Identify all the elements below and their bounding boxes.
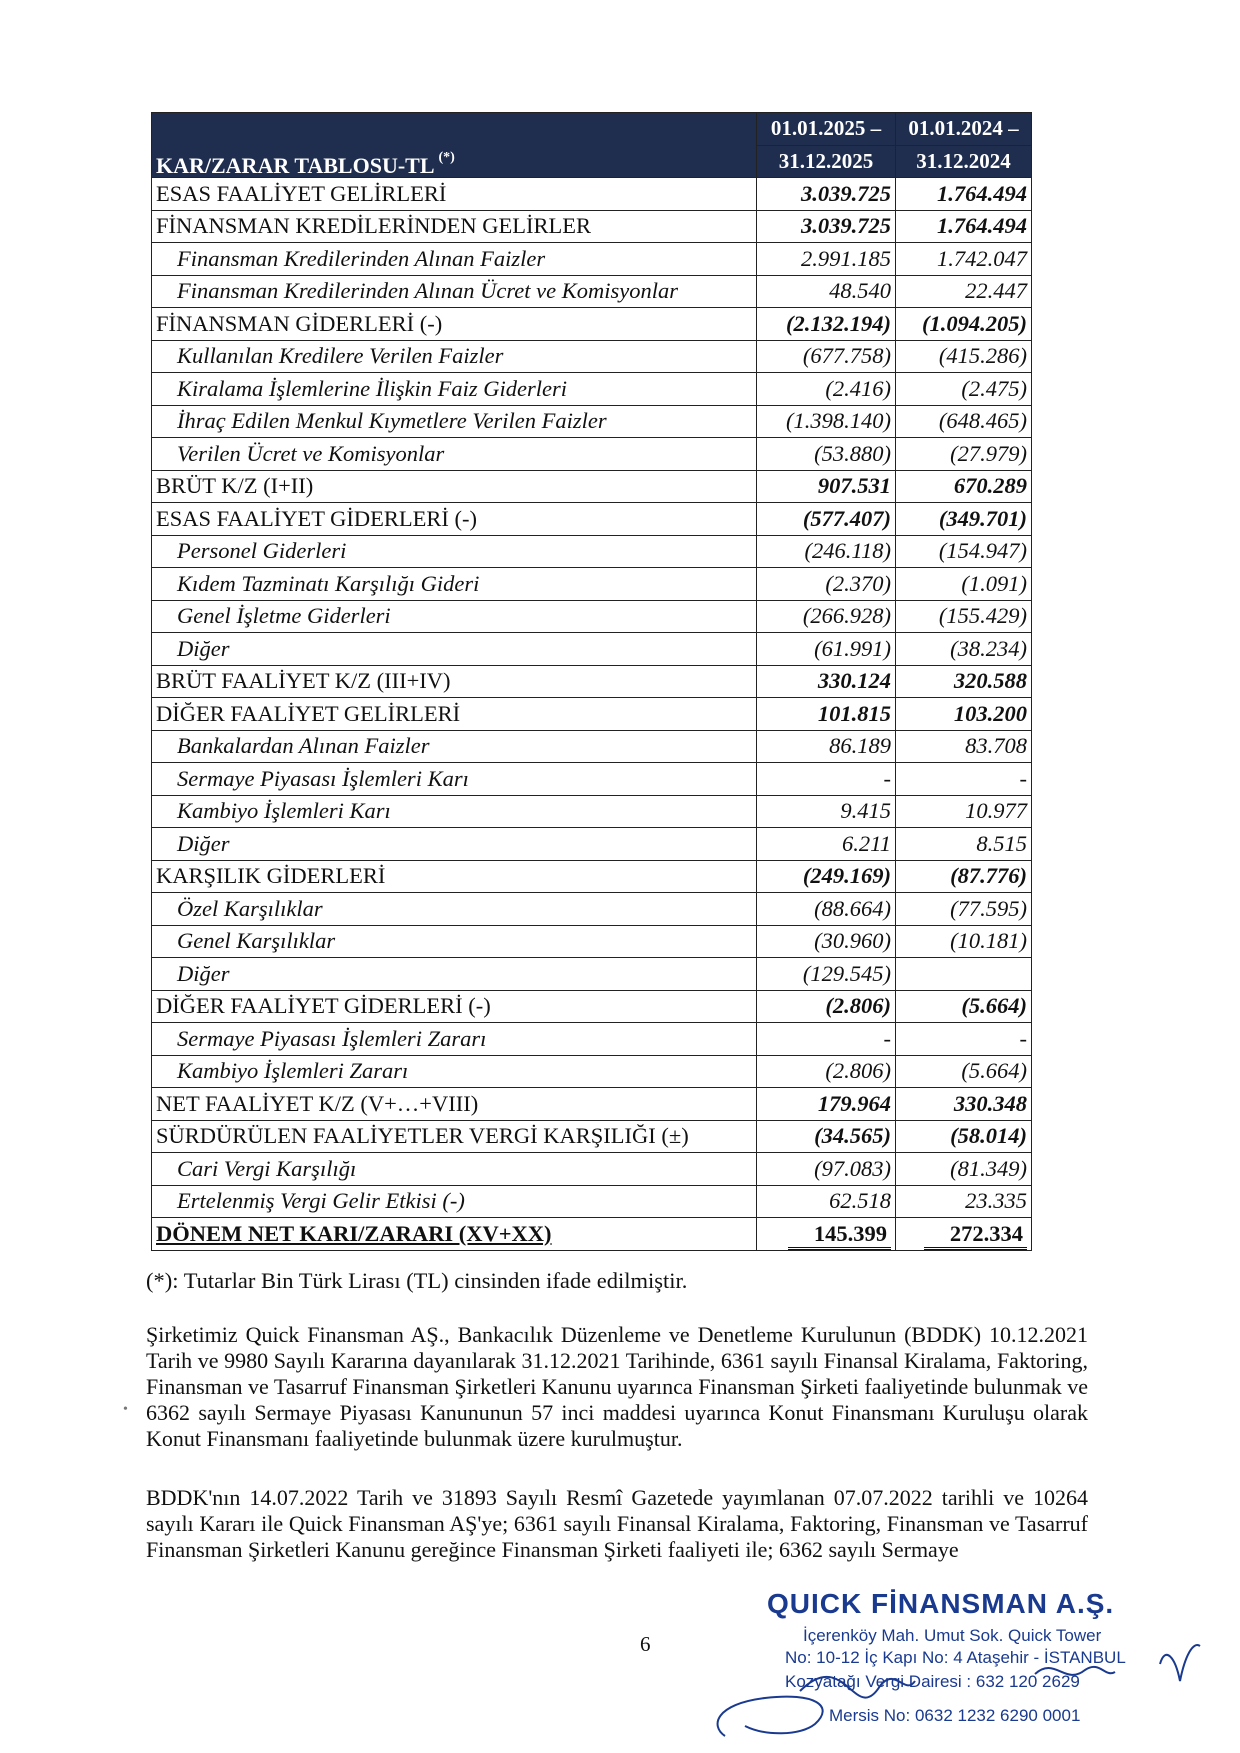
stamp-mersis-number: Mersis No: 0632 1232 6290 0001: [829, 1706, 1081, 1725]
value-2024: 10.977: [896, 795, 1032, 828]
table-row: [152, 178, 1032, 211]
table-row: [152, 925, 1032, 958]
value-2025: 907.531: [757, 470, 896, 503]
value-2025: (266.928): [757, 600, 896, 633]
value-2025: (1.398.140): [757, 405, 896, 438]
value-2024: (1.091): [896, 568, 1032, 601]
value-2024: 670.289: [896, 470, 1032, 503]
paragraph-establishment: Şirketimiz Quick Finansman AŞ., Bankacılık Düzenleme ve Denetleme Kurulunun (BDDK) 10.12.2021 Tarih ve 9980 Sayılı Kararına dayanılarak 31.12.2021 Tarihinde, 6361 sayılı Finansal Kiralama, Faktoring, Finansman ve Tasarruf Finansman Şirketleri Kanunu uyarınca Finansman Şirketi faaliyetinde bulunmak ve 6362 sayılı Sermaye Piyasası Kanununun 57 inci maddesi uyarınca Konut Finansmanı Kuruluşu olarak Konut Finansmanı faaliyetinde bulunmak üzere kurulmuştur.: [146, 1322, 1088, 1451]
row-label: Özel Karşılıklar: [152, 893, 757, 926]
value-2025: (2.416): [757, 373, 896, 406]
value-2025: 330.124: [757, 665, 896, 698]
value-2025: (30.960): [757, 925, 896, 958]
value-2025: -: [757, 1023, 896, 1056]
value-2025: 9.415: [757, 795, 896, 828]
value-2024: 83.708: [896, 730, 1032, 763]
row-label: Sermaye Piyasası İşlemleri Karı: [152, 763, 757, 796]
value-2024: 1.742.047: [896, 243, 1032, 276]
scan-speck: •: [123, 1402, 128, 1417]
value-2025: 48.540: [757, 275, 896, 308]
value-2025: (129.545): [757, 958, 896, 991]
row-label: BRÜT FAALİYET K/Z (III+IV): [152, 665, 757, 698]
table-row: [152, 893, 1032, 926]
table-row: [152, 210, 1032, 243]
table-row: [152, 633, 1032, 666]
value-2024: (10.181): [896, 925, 1032, 958]
paragraph-bddk-decision: BDDK'nın 14.07.2022 Tarih ve 31893 Sayılı Resmî Gazetede yayımlanan 07.07.2022 tarihli ve 10264 sayılı Kararı ile Quick Finansman AŞ'ye; 6361 sayılı Finansal Kiralama, Faktoring, Finansman ve Tasarruf Finansman Şirketleri Kanunu gereğince Finansman Şirketi faaliyeti ile; 6362 sayılı Sermaye: [146, 1485, 1088, 1562]
stamp-company-name: QUICK FİNANSMAN A.Ş.: [767, 1588, 1115, 1619]
table-row: [152, 763, 1032, 796]
value-2025: [757, 1218, 896, 1251]
table-title: KAR/ZARAR TABLOSU-TL (*): [152, 113, 757, 178]
row-label: Sermaye Piyasası İşlemleri Zararı: [152, 1023, 757, 1056]
table-row: [152, 1153, 1032, 1186]
table-row: [152, 795, 1032, 828]
row-label: Genel İşletme Giderleri: [152, 600, 757, 633]
value-2024: 22.447: [896, 275, 1032, 308]
table-row: [152, 730, 1032, 763]
value-2024: 23.335: [896, 1185, 1032, 1218]
table-row: [152, 275, 1032, 308]
table-row: [152, 1218, 1032, 1251]
table-row: [152, 470, 1032, 503]
value-2024: (154.947): [896, 535, 1032, 568]
value-2024: -: [896, 763, 1032, 796]
row-label: NET FAALİYET K/Z (V+…+VIII): [152, 1088, 757, 1121]
value-2025: (61.991): [757, 633, 896, 666]
table-row: [152, 665, 1032, 698]
row-label: BRÜT K/Z (I+II): [152, 470, 757, 503]
row-label: Finansman Kredilerinden Alınan Faizler: [152, 243, 757, 276]
value-2024: (1.094.205): [896, 308, 1032, 341]
table-row: [152, 438, 1032, 471]
row-label: Verilen Ücret ve Komisyonlar: [152, 438, 757, 471]
value-2024: 1.764.494: [896, 178, 1032, 211]
stamp-address-line2: No: 10-12 İç Kapı No: 4 Ataşehir - İSTANBUL: [785, 1648, 1126, 1667]
row-label: FİNANSMAN KREDİLERİNDEN GELİRLER: [152, 210, 757, 243]
row-label: Finansman Kredilerinden Alınan Ücret ve Komisyonlar: [152, 275, 757, 308]
title-footnote-mark: (*): [438, 150, 455, 165]
value-2025: (249.169): [757, 860, 896, 893]
footnote: (*): Tutarlar Bin Türk Lirası (TL) cinsinden ifade edilmiştir.: [146, 1268, 688, 1293]
value-2025: 62.518: [757, 1185, 896, 1218]
value-2025: (53.880): [757, 438, 896, 471]
table-header-row: [152, 113, 1032, 146]
value-2025: 86.189: [757, 730, 896, 763]
stamp-address-line1: İçerenköy Mah. Umut Sok. Quick Tower: [803, 1626, 1102, 1645]
value-2024: (5.664): [896, 1055, 1032, 1088]
value-2024: (2.475): [896, 373, 1032, 406]
value-2024: (415.286): [896, 340, 1032, 373]
col-2024-start: 01.01.2024 –: [896, 113, 1032, 146]
row-label: Diğer: [152, 828, 757, 861]
value-2024: (5.664): [896, 990, 1032, 1023]
row-label: Kambiyo İşlemleri Zararı: [152, 1055, 757, 1088]
value-2024: 8.515: [896, 828, 1032, 861]
row-label: ESAS FAALİYET GİDERLERİ (-): [152, 503, 757, 536]
value-2024: (58.014): [896, 1120, 1032, 1153]
row-label: Cari Vergi Karşılığı: [152, 1153, 757, 1186]
row-label: FİNANSMAN GİDERLERİ (-): [152, 308, 757, 341]
table-row: [152, 308, 1032, 341]
col-2025-end: 31.12.2025: [757, 145, 896, 178]
table-row: [152, 568, 1032, 601]
value-2024: (38.234): [896, 633, 1032, 666]
row-label: Kambiyo İşlemleri Karı: [152, 795, 757, 828]
table-row: [152, 1185, 1032, 1218]
table-row: [152, 600, 1032, 633]
value-2025: -: [757, 763, 896, 796]
value-2025: 3.039.725: [757, 210, 896, 243]
table-row: [152, 340, 1032, 373]
table-row: [152, 1055, 1032, 1088]
value-2024: (87.776): [896, 860, 1032, 893]
company-stamp: [705, 1586, 1205, 1746]
value-2025: (2.370): [757, 568, 896, 601]
table-row: [152, 535, 1032, 568]
row-label: Genel Karşılıklar: [152, 925, 757, 958]
row-label: Kiralama İşlemlerine İlişkin Faiz Giderleri: [152, 373, 757, 406]
col-2025-start: 01.01.2025 –: [757, 113, 896, 146]
table-row: [152, 958, 1032, 991]
row-label: DİĞER FAALİYET GELİRLERİ: [152, 698, 757, 731]
col-2024-end: 31.12.2024: [896, 145, 1032, 178]
table-row: [152, 503, 1032, 536]
row-label: Kullanılan Kredilere Verilen Faizler: [152, 340, 757, 373]
table-row: [152, 243, 1032, 276]
value-2025: 179.964: [757, 1088, 896, 1121]
row-label: Personel Giderleri: [152, 535, 757, 568]
value-2025: (97.083): [757, 1153, 896, 1186]
income-statement-table: [151, 112, 1032, 1251]
value-2024: (648.465): [896, 405, 1032, 438]
value-2024: 330.348: [896, 1088, 1032, 1121]
value-2025: (2.806): [757, 1055, 896, 1088]
value-2025: (34.565): [757, 1120, 896, 1153]
table-row: [152, 1120, 1032, 1153]
value-2025: (577.407): [757, 503, 896, 536]
value-2024: 1.764.494: [896, 210, 1032, 243]
value-2025: (2.132.194): [757, 308, 896, 341]
row-label: SÜRDÜRÜLEN FAALİYETLER VERGİ KARŞILIĞI (±): [152, 1120, 757, 1153]
value-2024-text: 272.334: [924, 1221, 1027, 1250]
table-row: [152, 698, 1032, 731]
value-2025-text: 145.399: [788, 1221, 891, 1250]
page-number: 6: [640, 1632, 651, 1656]
table-row: [152, 828, 1032, 861]
value-2025: 3.039.725: [757, 178, 896, 211]
value-2024: 103.200: [896, 698, 1032, 731]
value-2025: 101.815: [757, 698, 896, 731]
row-label: Diğer: [152, 958, 757, 991]
value-2025: (2.806): [757, 990, 896, 1023]
table-row: [152, 990, 1032, 1023]
table-row: [152, 860, 1032, 893]
value-2024: -: [896, 1023, 1032, 1056]
row-label: KARŞILIK GİDERLERİ: [152, 860, 757, 893]
row-label: ESAS FAALİYET GELİRLERİ: [152, 178, 757, 211]
row-label: Ertelenmiş Vergi Gelir Etkisi (-): [152, 1185, 757, 1218]
value-2025: 2.991.185: [757, 243, 896, 276]
value-2024: (81.349): [896, 1153, 1032, 1186]
value-2024: [896, 958, 1032, 991]
value-2025: (677.758): [757, 340, 896, 373]
value-2025: (246.118): [757, 535, 896, 568]
value-2024: 320.588: [896, 665, 1032, 698]
value-2024: (155.429): [896, 600, 1032, 633]
row-label: Bankalardan Alınan Faizler: [152, 730, 757, 763]
row-label: İhraç Edilen Menkul Kıymetlere Verilen Faizler: [152, 405, 757, 438]
row-label: Diğer: [152, 633, 757, 666]
row-label: DÖNEM NET KARI/ZARARI (XV+XX): [152, 1218, 757, 1251]
table-row: [152, 405, 1032, 438]
table-row: [152, 1088, 1032, 1121]
value-2024: (77.595): [896, 893, 1032, 926]
value-2024: (349.701): [896, 503, 1032, 536]
row-label: Kıdem Tazminatı Karşılığı Gideri: [152, 568, 757, 601]
value-2025: 6.211: [757, 828, 896, 861]
stamp-tax-office: Kozyatağı Vergi Dairesi : 632 120 2629: [785, 1672, 1080, 1691]
row-label: DİĞER FAALİYET GİDERLERİ (-): [152, 990, 757, 1023]
table-body: [152, 178, 1032, 1251]
value-2024: [896, 1218, 1032, 1251]
value-2025: (88.664): [757, 893, 896, 926]
table-row: [152, 1023, 1032, 1056]
table-row: [152, 373, 1032, 406]
value-2024: (27.979): [896, 438, 1032, 471]
